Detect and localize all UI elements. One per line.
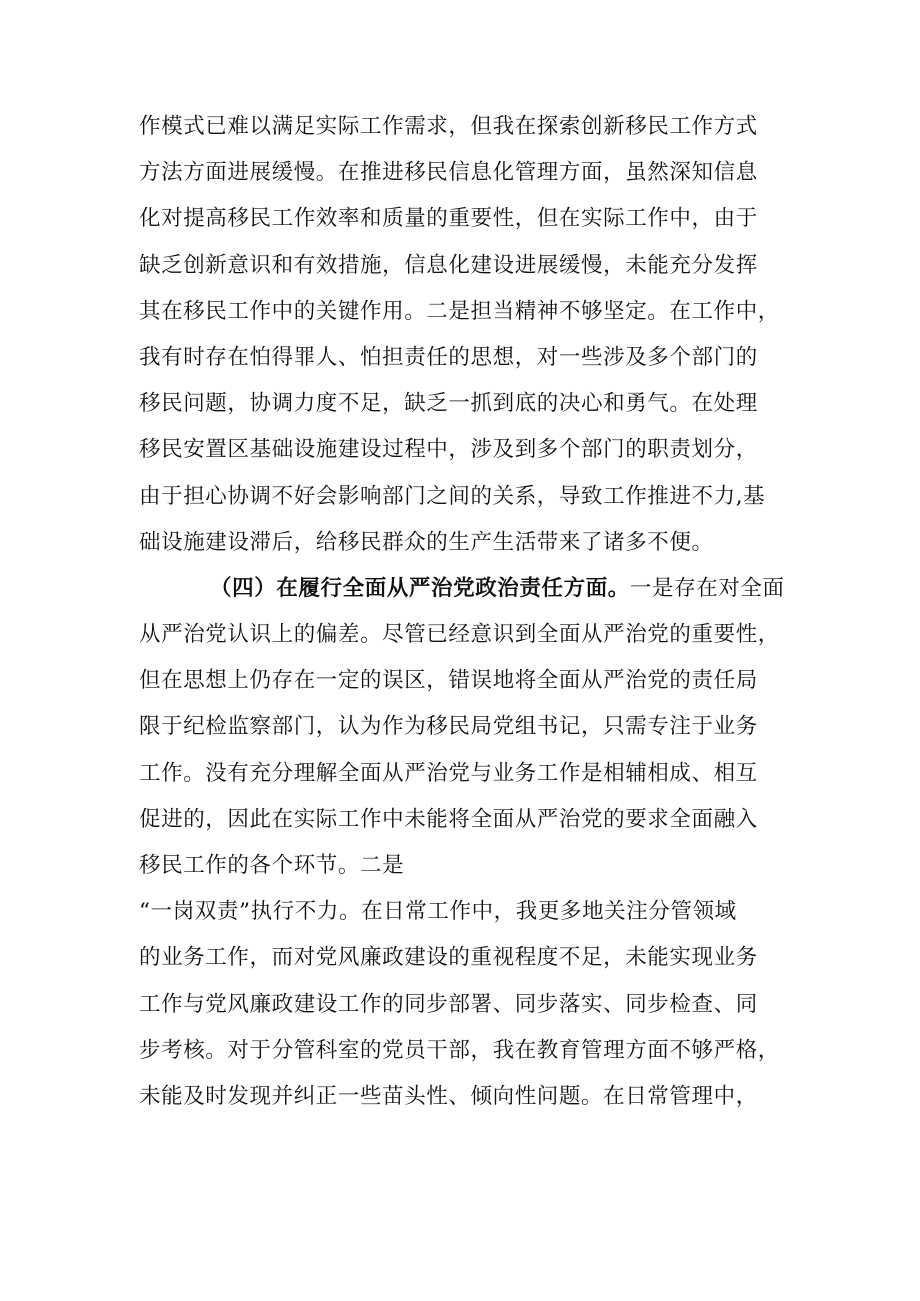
text-line: 由于担心协调不好会影响部门之间的关系，导致工作推进不力,基 — [139, 483, 766, 509]
section-heading-line — [139, 566, 799, 612]
text-line: 从严治党认识上的偏差。尽管已经意识到全面从严治党的重要性， — [139, 622, 780, 648]
text-line: 移民安置区基础设施建设过程中，涉及到多个部门的职责划分， — [139, 437, 758, 463]
text-line: 工作与党风廉政建设工作的同步部署、同步落实、同步检查、同 — [139, 991, 758, 1017]
text-line: 移民问题，协调力度不足，缺乏一抓到底的决心和勇气。在处理 — [139, 391, 758, 417]
text-line: 化对提高移民工作效率和质量的重要性，但在实际工作中，由于 — [139, 206, 758, 232]
text-line: 作模式已难以满足实际工作需求，但我在探索创新移民工作方式 — [139, 114, 758, 139]
text-line: 础设施建设滞后，给移民群众的生产生活带来了诸多不便。 — [139, 529, 714, 555]
text-line: 促进的，因此在实际工作中未能将全面从严治党的要求全面融入 — [139, 806, 758, 832]
text-line: 未能及时发现并纠正一些苗头性、倾向性问题。在日常管理中， — [139, 1083, 758, 1109]
text-line: 步考核。对于分管科室的党员干部，我在教育管理方面不够严格， — [139, 1037, 780, 1063]
text-line: 缺乏创新意识和有效措施，信息化建设进展缓慢，未能充分发挥 — [139, 252, 758, 278]
text-line: 的业务工作，而对党风廉政建设的重视程度不足，未能实现业务 — [139, 945, 758, 971]
section-heading: （四）在履行全面从严治党政治责任方面。 — [210, 575, 630, 601]
text-line: “一岗双责”执行不力。在日常工作中，我更多地关注分管领域 — [139, 899, 737, 925]
document-body — [139, 104, 799, 1120]
text-line: 移民工作的各个环节。二是 — [139, 853, 405, 878]
text-line: 限于纪检监察部门，认为作为移民局党组书记，只需专注于业务 — [139, 714, 758, 740]
text-line: 但在思想上仍存在一定的误区，错误地将全面从严治党的责任局 — [139, 668, 758, 694]
heading-line-rest: 一是存在对全面 — [629, 575, 785, 601]
text-line: 其在移民工作中的关键作用。二是担当精神不够坚定。在工作中， — [139, 298, 780, 324]
text-line: 方法方面进展缓慢。在推进移民信息化管理方面，虽然深知信息 — [139, 160, 758, 186]
text-line: 我有时存在怕得罪人、怕担责任的思想，对一些涉及多个部门的 — [139, 344, 758, 370]
text-line: 工作。没有充分理解全面从严治党与业务工作是相辅相成、相互 — [139, 760, 758, 786]
